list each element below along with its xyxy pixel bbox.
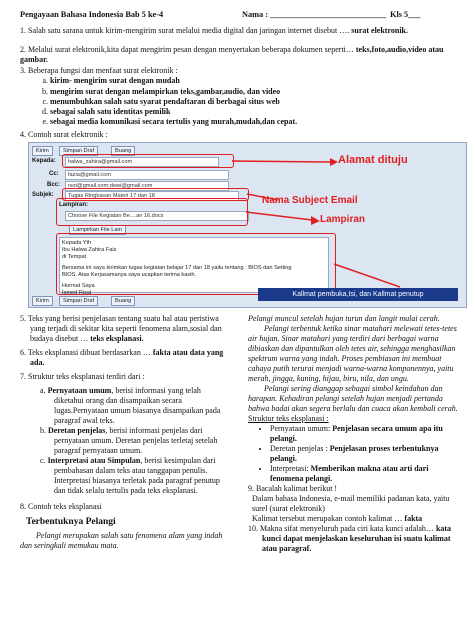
to-label: Kepada:: [32, 158, 56, 164]
attach-more-button[interactable]: Lampirkan File Lain: [69, 225, 126, 235]
structure-item-b: b. Deretan penjelas, berisi informasi penjelas dari pernyataan umum. Deretan penjelas terletaj setelah paragraf pernyataan umum.: [40, 426, 218, 455]
question-text: Melalui surat elektronik,kita dapat mengirim pesan dengan menyertakan beberapa dokumen seperti…: [28, 45, 354, 54]
save-draft-button[interactable]: Simpan Draf: [59, 146, 98, 156]
structure-item-c: c. Interpretasi atau Simpulan, berisi kesimpulan dari pembahasan dalam teks atau tanggapan penulis. Interpretasi biasanya terletak pada paragraf penutup dan tidak selalu tertulis pada teks eksplanasi.: [40, 456, 220, 495]
cc-label: Cc:: [49, 171, 59, 177]
body-line: BIOS. Atas Kerjasamanya saya ucapkan terima kasih.: [62, 272, 197, 278]
list-item: • Interpretasi: Memberikan makna atau arti dari fenomena pelangi.: [270, 464, 460, 484]
annotation-attachment: Lampiran: [320, 214, 366, 225]
quote-sentence: Dalam bahasa Indonesia, e-mail memiliki padanan kata, yaitu surel (surat elektronik): [252, 494, 450, 513]
cc-field[interactable]: fazia@gmail.com: [65, 170, 229, 180]
list-item: • Deretan penjelas : Penjelasan proses terbentuknya pelangi.: [270, 444, 460, 464]
question-8: 8. Contoh teks eksplanasi: [20, 502, 102, 511]
attachment-label: Lampiran:: [59, 202, 89, 208]
example-paragraph-3: Pelangi sering dianggap sebagai simbol keindahan dan harapan. Kehadiran pelangi setelah hujan menjadi pertanda bahwa badai akan segera berlalu dan cuaca akan kembali cerah.: [248, 384, 458, 413]
question-5: 5. Teks yang berisi penjelasan tentang suatu hal atau peristiwa yang terjadi di sekitar kita seperti fenomena alam,sosial dan budaya disebut … teks eksplanasi.: [20, 314, 222, 343]
list-item: e. sebagai media komunikasi secara tertulis yang murah,mudah,dan cepat.: [50, 117, 450, 127]
question-number: 3.: [20, 66, 26, 75]
annotation-subject: Nama Subject Email: [262, 195, 358, 206]
example-paragraph-1: Pelangi muncul setelah hujan turun dan langit mulai cerah.: [248, 314, 440, 323]
question-7: 7. Struktur teks eksplanasi terdiri dari :: [20, 372, 145, 381]
question-number: 2.: [20, 45, 26, 54]
structure-list: [248, 424, 460, 484]
discard-button[interactable]: Buang: [111, 146, 135, 156]
bcc-label: Bcc:: [47, 182, 61, 188]
question-answer: teks,foto,audio,video atau gambar.: [20, 45, 444, 65]
right-column: [248, 314, 460, 554]
class-field-label: Kls 5___: [390, 10, 421, 19]
question-number: 4.: [20, 130, 26, 139]
arrow-head: [311, 216, 320, 225]
worksheet-title: Pengayaan Bahasa Indonesia Bab 5 ke-4: [20, 10, 164, 19]
list-item: a. kirim- mengirim surat dengan mudah: [50, 76, 450, 86]
body-line: Bersama ini saya kirimkan tugas kegiatan belajar 17 dan 18 yaitu tentang : BIOS dan Setting: [62, 265, 292, 271]
arrow-to-field: [232, 161, 330, 162]
example-title: Terbentuknya Pelangi: [26, 517, 116, 527]
save-draft-button-bottom[interactable]: Simpan Draf: [59, 296, 98, 306]
structure-heading: Struktur teks eksplanasi :: [248, 414, 329, 423]
question-answer: surat elektronik.: [351, 26, 408, 35]
arrow-attachment: [246, 212, 312, 220]
discard-button-bottom[interactable]: Buang: [111, 296, 135, 306]
question-6: 6. Teks eksplanasi dibuat berdasarkan … fakta atau data yang ada.: [20, 348, 224, 367]
arrow-head: [330, 158, 338, 166]
body-line: Hormat Saya: [62, 283, 95, 289]
annotation-address: Alamat dituju: [338, 154, 408, 166]
left-column: [20, 314, 232, 551]
question-9-prompt: Kalimat tersebut merupakan contoh kalimat … fakta: [252, 514, 423, 523]
question-number: 1.: [20, 26, 26, 35]
arrow-body: [334, 264, 400, 287]
annotation-body-callout: Kallmat pembuka,Isi, dan Kallmat penutup: [258, 288, 458, 301]
body-line: di Tempat: [62, 254, 87, 260]
subject-field[interactable]: Tugas Ringkasan Materi 17 dan 18: [65, 191, 239, 201]
example-paragraph: Pelangi merupakan salah satu fenomena alam yang indah dan seringkali memukau mata.: [20, 531, 223, 550]
subject-label: Subjek:: [32, 192, 54, 198]
structure-item-a: a. Pernyataan umum, berisi informasi yang telah diketahui orang dan disampaikan secara lugas.Pernyataan umum biasanya disampaikan pada paragraf awal teks.: [40, 386, 221, 425]
body-line: Ismed Rizal: [62, 290, 92, 296]
question-text: Beberapa fungsi dan menfaat surat elektronik :: [28, 66, 178, 75]
bcc-field[interactable]: rezi@gmail.com;dewi@gmail.com: [65, 181, 229, 191]
example-paragraph-2: Pelangi terbentuk ketika sinar matahari melewati tetes-tetes air hujan. Sinar matahari yang terdiri dari berbagai warna dibiaskan dan dipantulkan oleh tetes air, sehingga menghasilkan spektrum warna yang indah. Proses pembiasan ini membuat cahaya putih terurai menjadi warna-warna komponennya, yaitu merah, jingga, kuning, hijau, biru, nila, dan ungu.: [248, 324, 457, 383]
question-10: 10. Makna sifat menyeluruh pada ciri kata kunci adalah… kata kunci dapat menjelaskan keseluruhan isi suatu kalimat atau paragraf.: [248, 524, 452, 553]
question-9: 9. Bacalah kalimat berikut !: [248, 484, 338, 493]
attachment-field[interactable]: Choose File Kegiatan Be....an 16.docx: [65, 211, 249, 221]
question-text: Contoh surat elektronik :: [28, 130, 108, 139]
list-item: d. sebagai salah satu identitas pemilik: [50, 107, 450, 117]
send-button-bottom[interactable]: Kirim: [32, 296, 53, 306]
question-text: Salah satu sarana untuk kirim-mengirim surat melalui media digital dan jaringan internet disebut ….: [28, 26, 350, 35]
body-line: Ibu Halwa Zahira Faiz: [62, 247, 117, 253]
to-field[interactable]: halwa_zahira@gmail.com: [65, 157, 219, 167]
send-button[interactable]: Kirim: [32, 146, 53, 156]
list-item: b. mengirim surat dengan melampirkan teks,gambar,audio, dan video: [50, 87, 450, 97]
list-item: c. menumbuhkan salah satu syarat pendaftaran di berbagai situs web: [50, 97, 450, 107]
body-line: Kepada Yth: [62, 240, 92, 246]
list-item: • Pernyataan umum: Penjelasan secara umum apa itu pelangi.: [270, 424, 460, 444]
name-field-label: Nama : ____________________________: [242, 10, 387, 19]
